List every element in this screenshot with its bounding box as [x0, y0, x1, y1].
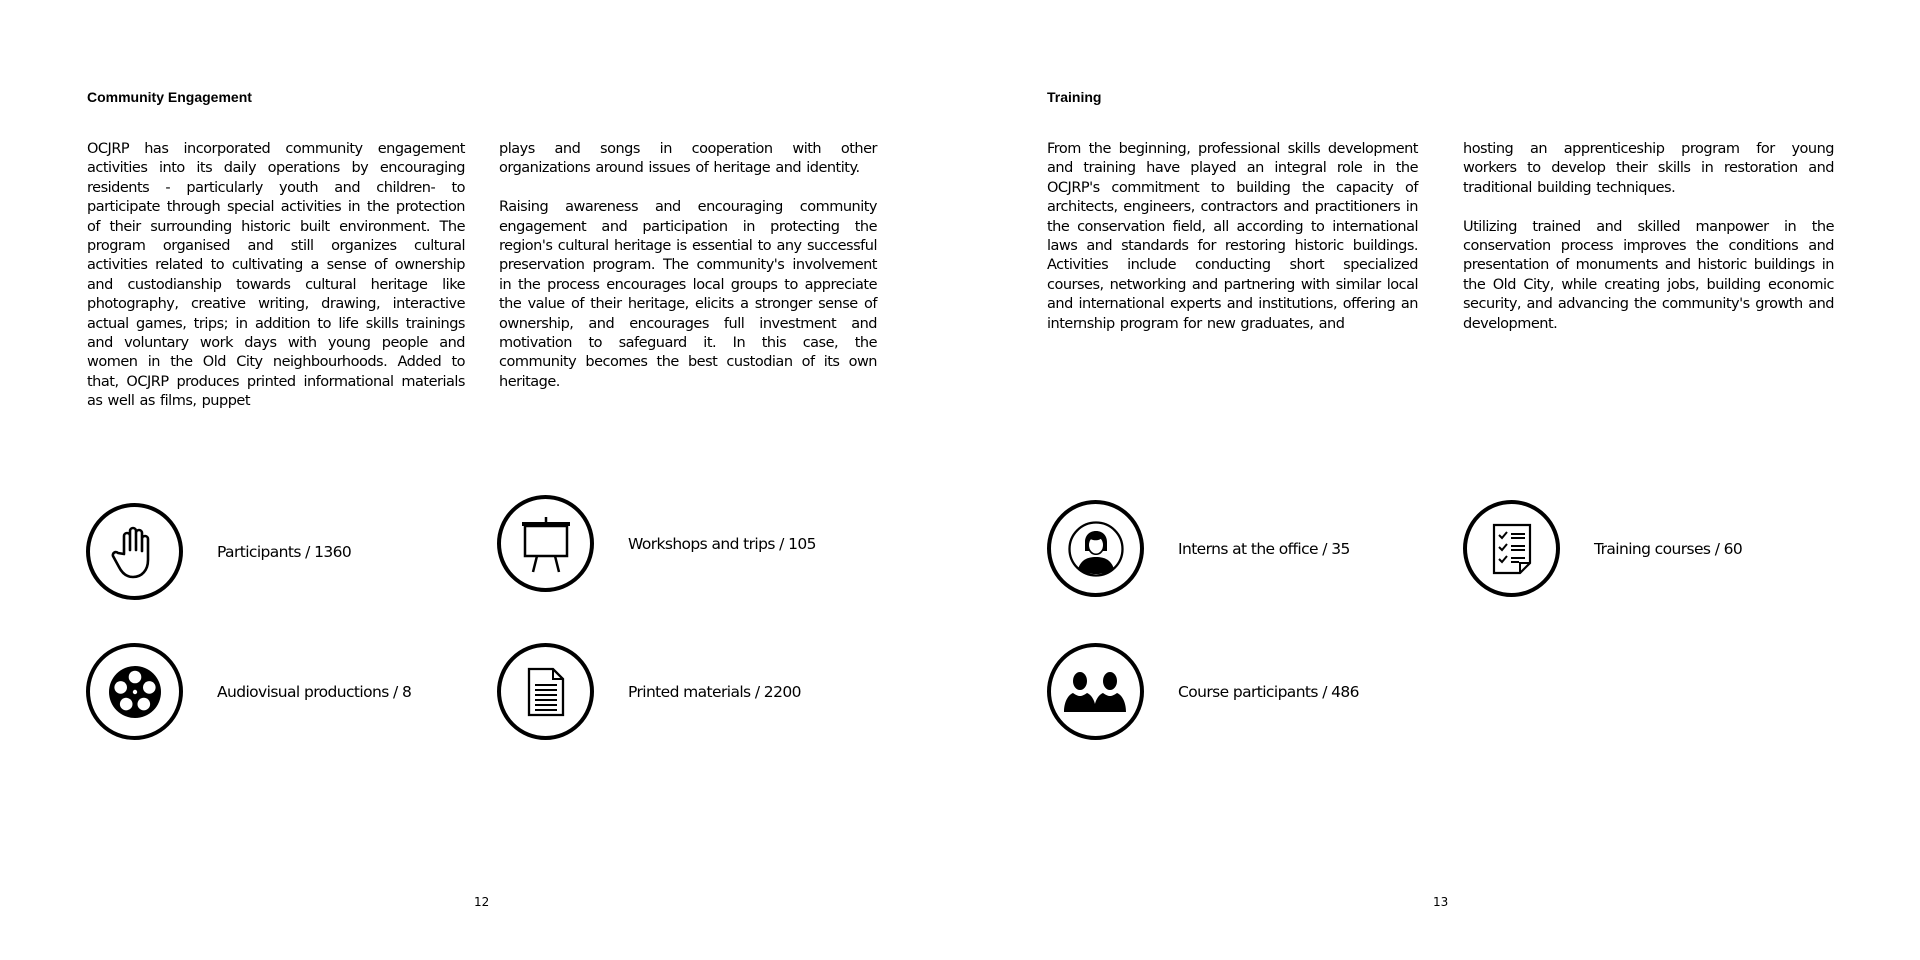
stat-label: Workshops and trips / 105	[628, 534, 816, 553]
film-reel-icon	[86, 643, 183, 740]
two-people-icon	[1047, 643, 1144, 740]
presentation-easel-icon	[497, 495, 594, 592]
page-number-left: 12	[474, 895, 490, 909]
paragraph: OCJRP has incorporated community engagement activities into its daily operations by encouraging residents - particularly youth and children- to participate through special activities in the protection of their surrounding historic built environment. The program organised and still organizes cultural activities related to cultivating a sense of ownership and custodianship towards cultural heritage like photography, creative writing, drawing, interactive actual games, trips; in addition to life skills trainings and voluntary work days with young people and women in the Old City neighbourhoods. Added to that, OCJRP produces printed informational materials as well as films, puppet	[87, 141, 465, 410]
stat-label: Audiovisual productions / 8	[217, 682, 412, 701]
left-text-column-2	[499, 140, 877, 412]
stat-course-participants	[1047, 643, 1359, 740]
person-avatar-icon	[1047, 500, 1144, 597]
stat-printed-materials	[497, 643, 801, 740]
stat-label: Participants / 1360	[217, 542, 352, 561]
stat-participants	[86, 503, 351, 600]
stat-audiovisual	[86, 643, 411, 740]
stat-training-courses	[1463, 500, 1742, 597]
left-page-heading: Community Engagement	[87, 89, 252, 105]
raised-hand-icon	[86, 503, 183, 600]
paragraph: From the beginning, professional skills development and training have played an integral role in the OCJRP's commitment to building the capacity of architects, engineers, contractors and practitioners in the conservation field, all according to international laws and standards for restoring historic buildings. Activities include conducting short specialized courses, networking and partnering with similar local and international experts and institutions, offering an internship program for new graduates, and	[1047, 141, 1418, 332]
paragraph: plays and songs in cooperation with other organizations around issues of heritage and identity.	[499, 141, 877, 177]
right-page-heading: Training	[1047, 89, 1102, 105]
paragraph: hosting an apprenticeship program for young workers to develop their skills in restoration and traditional building techniques.	[1463, 141, 1834, 196]
paragraph: Raising awareness and encouraging community engagement and participation in protecting the region's cultural heritage is essential to any successful preservation program. The community's involvement in the process encourages local groups to appreciate the value of their heritage, elicits a stronger sense of ownership, and encourages full investment and motivation to safeguard it. In this case, the community becomes the best custodian of its own heritage.	[499, 199, 877, 390]
right-text-column-1	[1047, 140, 1418, 353]
stat-label: Printed materials / 2200	[628, 682, 801, 701]
stat-label: Training courses / 60	[1594, 539, 1743, 558]
stat-label: Interns at the office / 35	[1178, 539, 1350, 558]
stat-label: Course participants / 486	[1178, 682, 1359, 701]
checklist-icon	[1463, 500, 1560, 597]
left-text-column-1	[87, 140, 465, 431]
document-icon	[497, 643, 594, 740]
stat-workshops	[497, 495, 816, 592]
right-text-column-2	[1463, 140, 1834, 353]
paragraph: Utilizing trained and skilled manpower in the conservation process improves the conditions and presentation of monuments and historic buildings in the Old City, while creating jobs, building economic security, and advancing the community's growth and development.	[1463, 218, 1834, 332]
page-number-right: 13	[1433, 895, 1449, 909]
stat-interns	[1047, 500, 1350, 597]
